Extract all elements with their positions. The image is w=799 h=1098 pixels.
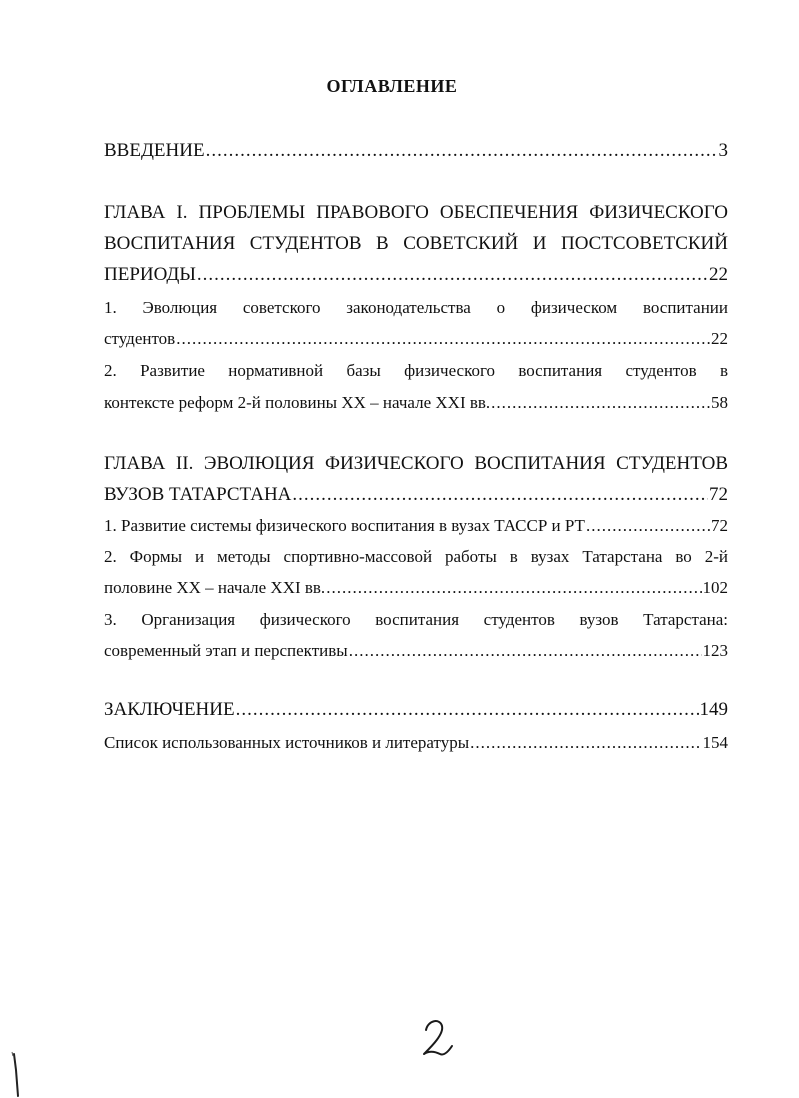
chapter1-heading-line2: ВОСПИТАНИЯ СТУДЕНТОВ В СОВЕТСКИЙ И ПОСТСОВЕТСКИЙ [104, 233, 728, 254]
toc-entry-label: 1. Развитие системы физического воспитания в вузах ТАССР и РТ [104, 516, 585, 535]
toc-entry-intro [104, 140, 728, 162]
toc-page-number: 22 [709, 264, 728, 285]
toc-leader [326, 578, 701, 598]
toc-leader [292, 484, 708, 506]
toc-entry-chapter2-section1 [104, 516, 728, 536]
toc-entry-label: ЗАКЛЮЧЕНИЕ [104, 699, 235, 720]
chapter1-section2-line1: 2. Развитие нормативной базы физического воспитания студентов в [104, 361, 728, 380]
toc-entry-label: половине XX – начале XXI вв. [104, 578, 326, 597]
toc-page-number: 154 [702, 733, 728, 752]
handwritten-page-number [420, 1016, 456, 1060]
chapter1-heading-line1: ГЛАВА I. ПРОБЛЕМЫ ПРАВОВОГО ОБЕСПЕЧЕНИЯ ФИЗИЧЕСКОГО [104, 202, 728, 223]
toc-entry-chapter1 [104, 264, 728, 286]
toc-entry-chapter2 [104, 484, 728, 506]
toc-page-number: 149 [699, 699, 728, 720]
scan-edge-mark [8, 1050, 28, 1098]
toc-leader [470, 733, 701, 753]
toc-leader [586, 516, 710, 536]
toc-entry-chapter1-section2 [104, 393, 728, 413]
toc-entry-label: контексте реформ 2-й половины XX – начале XXI вв. [104, 393, 491, 412]
chapter2-section2-line1: 2. Формы и методы спортивно-массовой работы в вузах Татарстана во 2-й [104, 547, 728, 566]
toc-page-number: 72 [709, 484, 728, 505]
toc-entry-label: Список использованных источников и литературы [104, 733, 470, 752]
toc-page-number: 102 [702, 578, 728, 597]
toc-page-number: 3 [718, 140, 728, 161]
toc-entry-chapter2-section3 [104, 641, 728, 661]
toc-entry-label: ВВЕДЕНИЕ [104, 140, 205, 161]
toc-page-number: 22 [711, 329, 728, 348]
toc-entry-label: ПЕРИОДЫ [104, 264, 196, 285]
toc-leader [206, 140, 718, 162]
page-title: ОГЛАВЛЕНИЕ [326, 76, 458, 96]
toc-leader [197, 264, 708, 286]
toc-leader [491, 393, 710, 413]
toc-page-number: 72 [711, 516, 728, 535]
toc-page-number: 58 [711, 393, 728, 412]
chapter1-section1-line1: 1. Эволюция советского законодательства о физическом воспитании [104, 298, 728, 317]
toc-entry-label: студентов [104, 329, 176, 348]
toc-entry-label: ВУЗОВ ТАТАРСТАНА [104, 484, 292, 505]
toc-leader [236, 699, 699, 721]
chapter2-section3-line1: 3. Организация физического воспитания студентов вузов Татарстана: [104, 610, 728, 629]
toc-entry-label: современный этап и перспективы [104, 641, 348, 660]
toc-page-number: 123 [702, 641, 728, 660]
toc-entry-chapter2-section2 [104, 578, 728, 598]
toc-entry-references [104, 733, 728, 753]
toc-entry-conclusion [104, 699, 728, 721]
toc-entry-chapter1-section1 [104, 329, 728, 349]
toc-leader [349, 641, 702, 661]
chapter2-heading-line1: ГЛАВА II. ЭВОЛЮЦИЯ ФИЗИЧЕСКОГО ВОСПИТАНИЯ СТУДЕНТОВ [104, 453, 728, 474]
toc-leader [176, 329, 710, 349]
